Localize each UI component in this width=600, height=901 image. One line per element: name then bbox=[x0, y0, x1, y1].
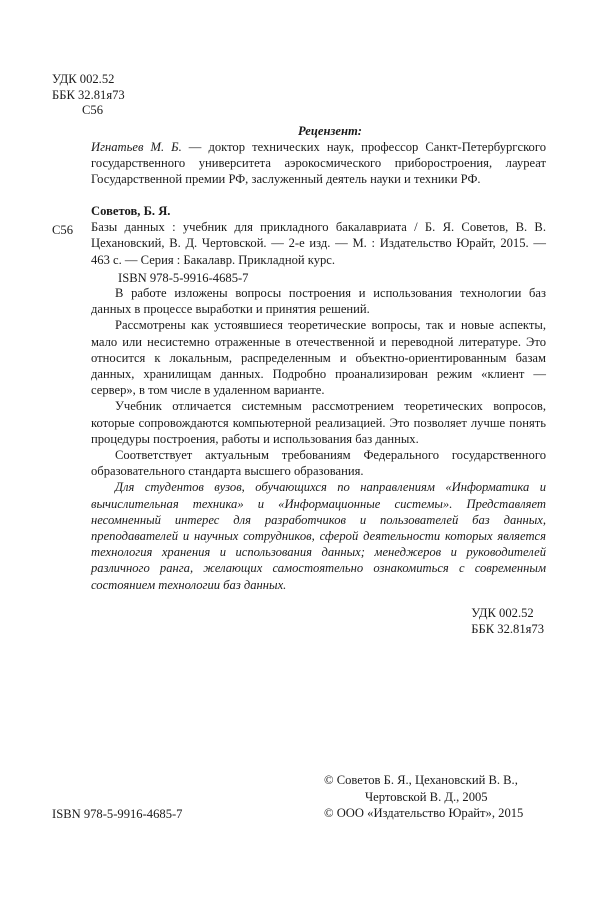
reviewer-name: Игнатьев М. Б. bbox=[91, 140, 182, 154]
annotation-paragraph: Соответствует актуальным требованиям Федерального государственного образовательного стандарта высшего образования. bbox=[91, 448, 546, 479]
annotation-paragraph: Рассмотрены как устоявшиеся теоретические вопросы, так и новые аспекты, мало или несистемно отраженные в отечественной и переводной литературе. Это относится к локальным, распределенным и объектно-ориентированным базам данных, хранилищам данных. Подробно проанализирован режим «клиент — сервер», в том числе в удаленном варианте. bbox=[91, 318, 546, 398]
bibliographic-entry bbox=[91, 203, 546, 268]
copyright-authors: © Советов Б. Я., Цехановский В. В., bbox=[324, 773, 518, 787]
audience-paragraph: Для студентов вузов, обучающихся по направлениям «Информатика и вычислительная техника» и «Информационные системы». Представляет несомненный интерес для разработчиков и пользователей баз данных, преподавателей и научных сотрудников, сферой деятельности которых является технология хранения и использования данных; менеджеров и руководителей различного ранга, желающих самостоятельно ознакомиться с современным состоянием технологии баз данных. bbox=[91, 480, 546, 592]
udk-code: УДК 002.52 bbox=[52, 72, 115, 86]
udk-code-bottom: УДК 002.52 bbox=[471, 606, 534, 620]
biblio-author: Советов, Б. Я. bbox=[91, 204, 171, 218]
annotation-paragraph: В работе изложены вопросы построения и использования технологии баз данных в процессе выработки и принятия решений. bbox=[91, 286, 546, 317]
author-mark: С56 bbox=[82, 103, 103, 117]
copyright-authors-cont: Чертовской В. Д., 2005 bbox=[365, 789, 488, 804]
annotation bbox=[91, 285, 546, 593]
biblio-author-mark: С56 bbox=[52, 223, 73, 237]
reviewer-block bbox=[91, 139, 546, 188]
classification-codes-bottom bbox=[471, 605, 544, 637]
bbk-code: ББК 32.81я73 bbox=[52, 87, 125, 102]
reviewer-heading: Рецензент: bbox=[298, 124, 362, 138]
footer-isbn: ISBN 978-5-9916-4685-7 bbox=[52, 807, 183, 821]
biblio-description: Базы данных : учебник для прикладного бакалавриата / Б. Я. Советов, В. В. Цехановский, В. Д. Чертовской. — 2-е изд. — М. : Издательство Юрайт, 2015. — 463 с. — Серия : Бакалавр. Прикладной курс. bbox=[91, 220, 546, 267]
classification-codes bbox=[52, 71, 125, 118]
bbk-code-bottom: ББК 32.81я73 bbox=[471, 622, 544, 636]
reviewer-credentials: — доктор технических наук, профессор Санкт-Петербургского государственного университета аэрокосмического приборостроения, лауреат Государственной премии РФ, заслуженный деятель науки и техники РФ. bbox=[91, 140, 546, 187]
copyright-block bbox=[324, 772, 564, 822]
biblio-isbn: ISBN 978-5-9916-4685-7 bbox=[118, 271, 249, 285]
annotation-paragraph: Учебник отличается системным рассмотрением теоретических вопросов, которые сопровождаются компьютерной реализацией. Это позволяет лучше понять процедуры построения, работы и использования баз данных. bbox=[91, 399, 546, 446]
copyright-publisher: © ООО «Издательство Юрайт», 2015 bbox=[324, 806, 524, 820]
